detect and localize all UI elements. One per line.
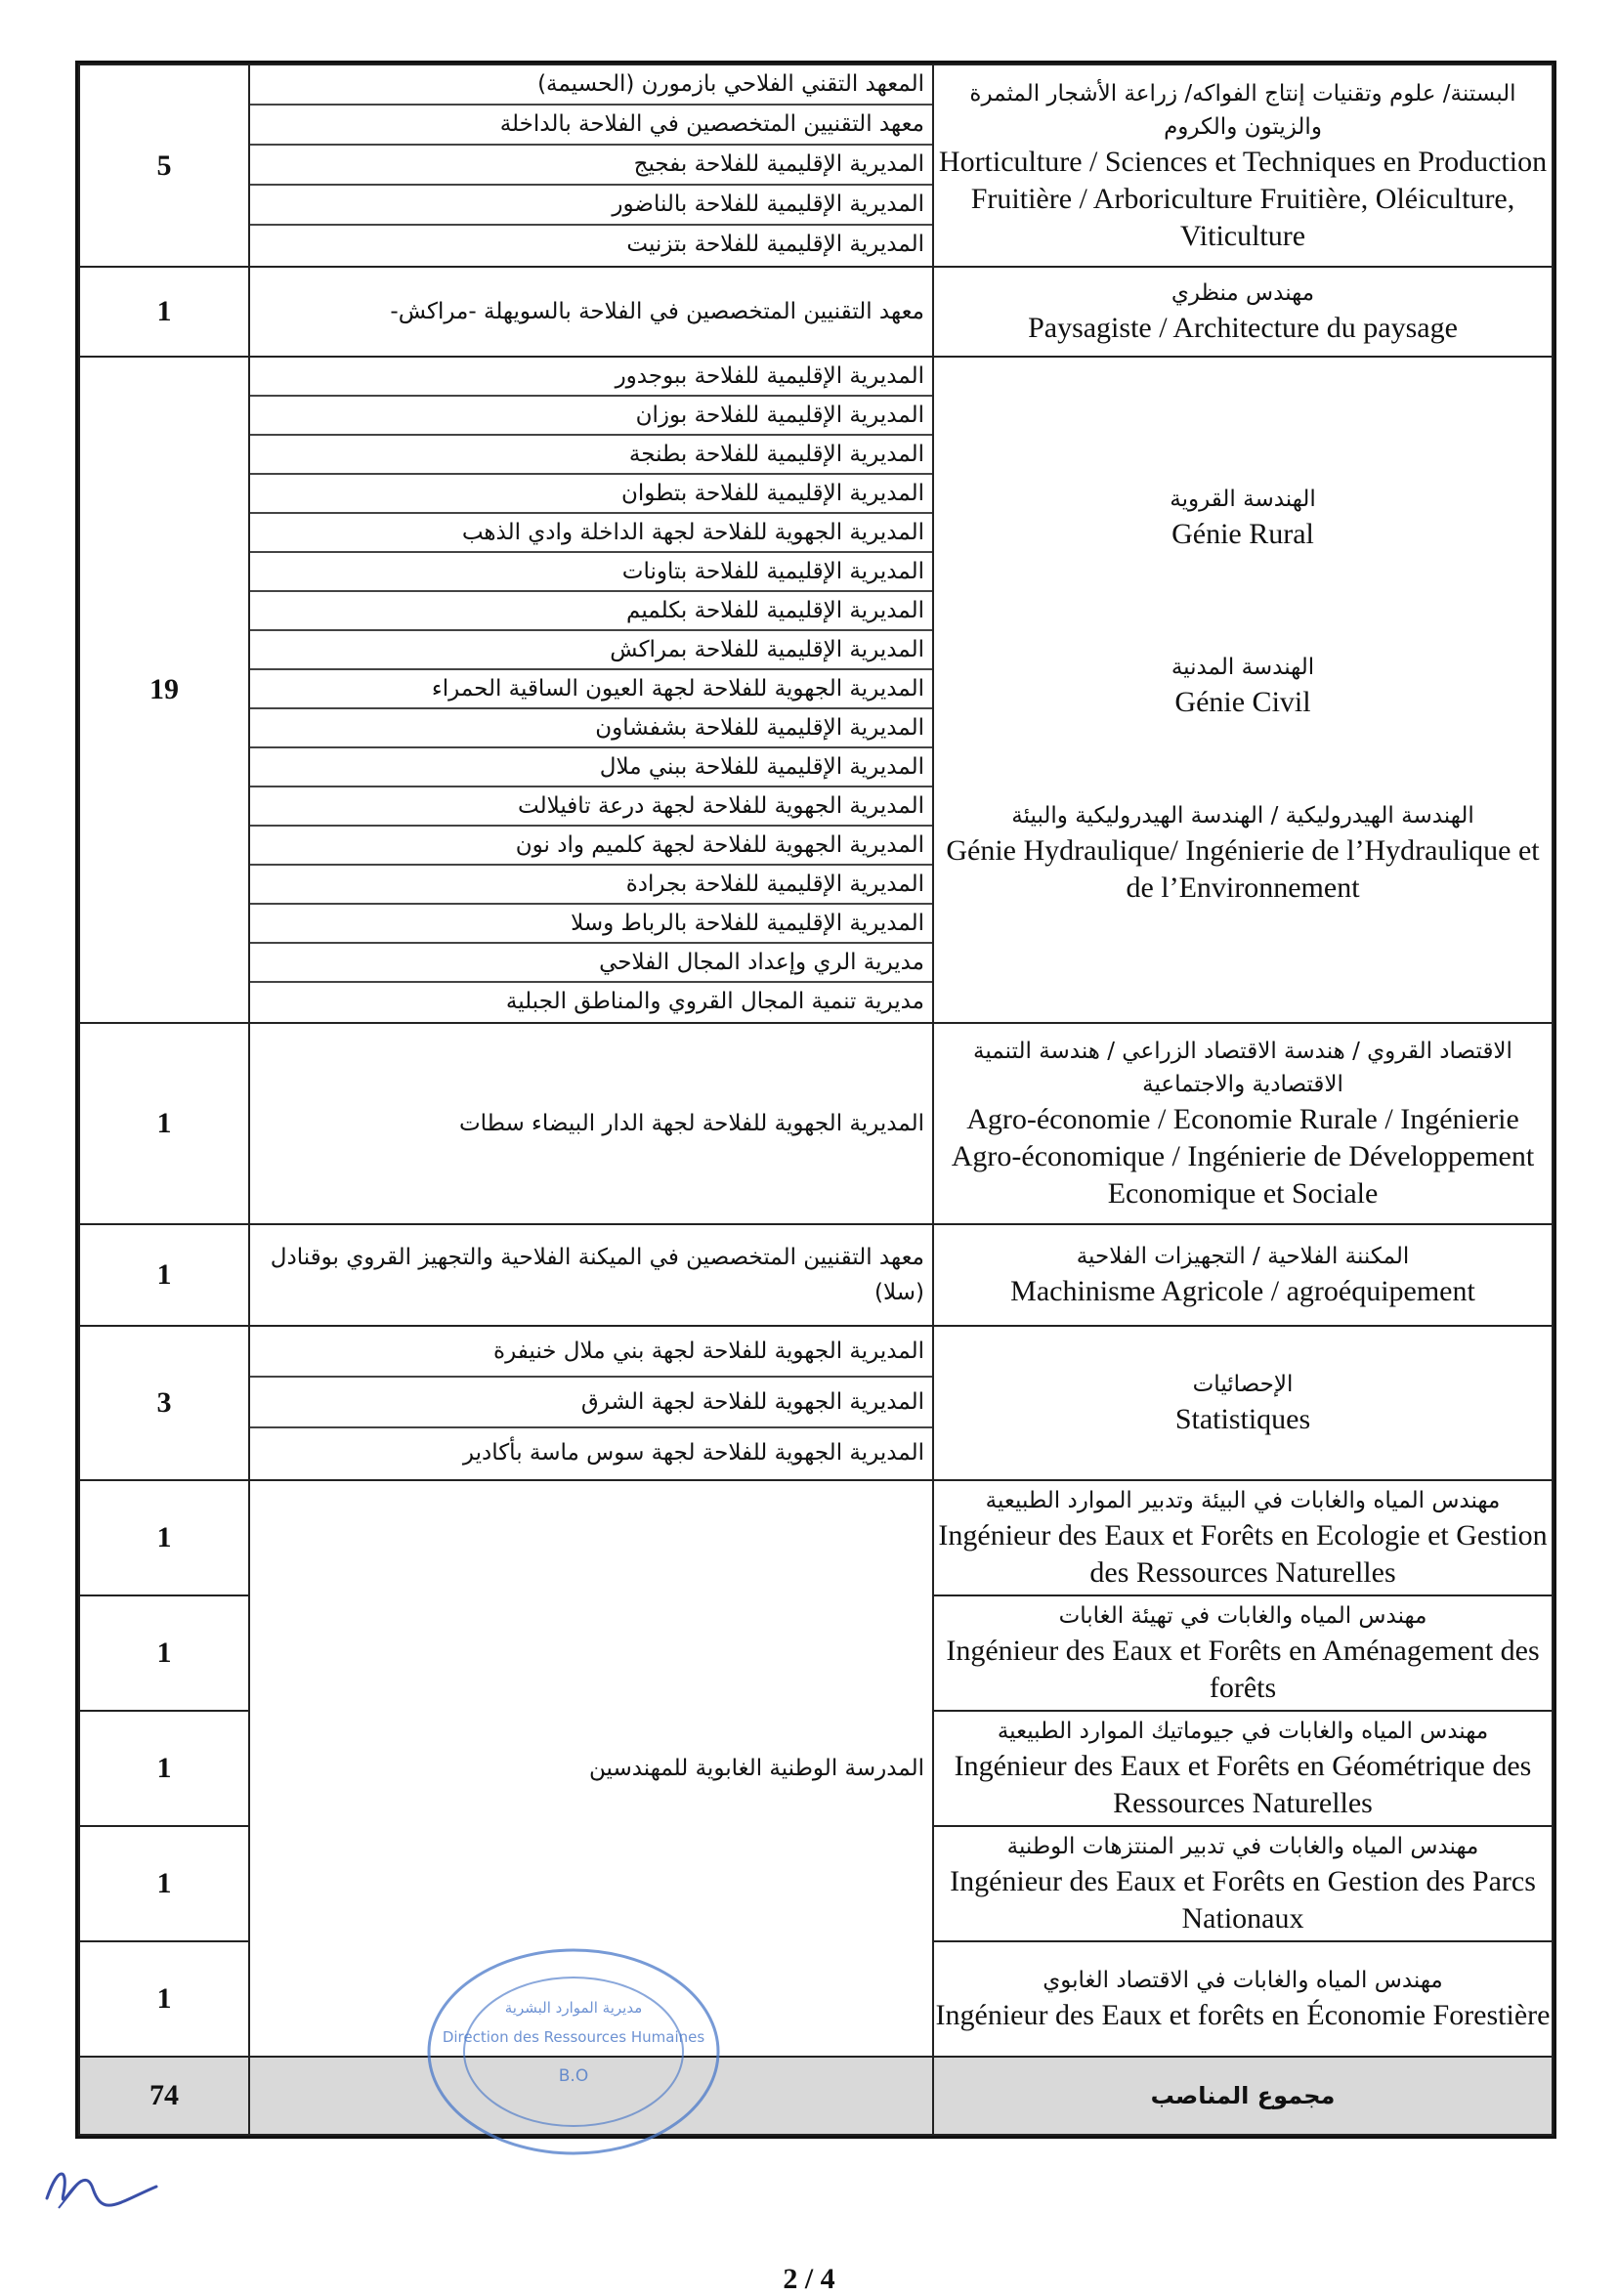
direction-line: المديرية الإقليمية للفلاحة بتطوان <box>250 475 932 514</box>
direction-line: المديرية الجهوية للفلاحة لجهة بني ملال خنيفرة <box>250 1327 932 1378</box>
direction-line: المديرية الإقليمية للفلاحة بفجيج <box>250 146 932 186</box>
specialty-ar: مهندس المياه والغابات في تدبير المنتزهات الوطنية <box>1006 1834 1479 1859</box>
specialty-fr: Génie Hydraulique/ Ingénierie de l’Hydraulique et de l’Environnement <box>946 834 1540 904</box>
specialty-cell <box>933 1023 1553 1224</box>
direction-line: المديرية الجهوية للفلاحة لجهة كلميم واد نون <box>250 827 932 866</box>
direction-line: المعهد التقني الفلاحي بازمورن (الحسيمة) <box>250 65 932 106</box>
specialty-fr: Ingénieur des Eaux et forêts en Économie Forestière <box>935 1999 1551 2031</box>
direction-line: المديرية الإقليمية للفلاحة بجرادة <box>250 866 932 905</box>
total-label: مجموع المناصب <box>933 2057 1553 2135</box>
direction-line: المديرية الجهوية للفلاحة لجهة سوس ماسة بأكادير <box>462 1440 924 1466</box>
specialty-fr: Agro-économie / Economie Rurale / Ingénierie Agro-économique / Ingénierie de Développement Economique et Sociale <box>951 1103 1535 1210</box>
specialty-cell <box>933 1326 1553 1480</box>
direction-line: المدرسة الوطنية الغابوية للمهندسين <box>589 1756 924 1781</box>
direction-line: المديرية الإقليمية للفلاحة ببوجدور <box>250 358 932 397</box>
specialty-cell <box>933 1480 1553 1595</box>
specialty-ar: مهندس المياه والغابات في الاقتصاد الغابوي <box>1043 1968 1443 1993</box>
direction-line: مديرية الري وإعداد المجال الفلاحي <box>250 944 932 983</box>
directions-cell <box>249 267 933 357</box>
positions-count: 1 <box>79 1941 249 2057</box>
specialty-cell <box>933 267 1553 357</box>
table-row <box>79 64 1553 267</box>
stamp-text-2: Direction des Ressources Humaines <box>442 2028 705 2046</box>
table-row <box>79 357 1553 1023</box>
table-row <box>79 1023 1553 1224</box>
specialty-ar: الاقتصاد القروي / هندسة الاقتصاد الزراعي / هندسة التنمية الاقتصادية والاجتماعية <box>973 1039 1512 1097</box>
specialty-cell <box>933 1941 1553 2057</box>
direction-line: مديرية تنمية المجال القروي والمناطق الجبلية <box>505 989 924 1014</box>
positions-table-sheet <box>75 61 1556 2139</box>
specialty-fr: Ingénieur des Eaux et Forêts en Ecologie et Gestion des Ressources Naturelles <box>938 1519 1548 1589</box>
direction-line: المديرية الإقليمية للفلاحة بتزنيت <box>626 232 924 257</box>
specialty-cell <box>933 1826 1553 1941</box>
directions-cell <box>249 64 933 267</box>
specialty-ar: الهندسة القروية <box>1170 487 1316 512</box>
direction-line: المديرية الجهوية للفلاحة لجهة الداخلة وادي الذهب <box>250 514 932 553</box>
specialty-ar: البستنة/ علوم وتقنيات إنتاج الفواكه/ زراعة الأشجار المثمرة والزيتون والكروم <box>969 80 1516 140</box>
specialty-cell <box>933 357 1553 1023</box>
stamp-text-3: B.O <box>558 2066 589 2086</box>
specialty-fr: Paysagiste / Architecture du paysage <box>1028 312 1458 344</box>
specialty-fr: Statistiques <box>1174 1403 1311 1435</box>
positions-count: 1 <box>79 1595 249 1711</box>
stamp-text-1: مديرية الموارد البشرية <box>504 1999 643 2017</box>
directions-cell <box>249 357 933 1023</box>
table-row <box>79 1224 1553 1326</box>
specialty-ar: مهندس المياه والغابات في جيوماتيك الموارد الطبيعية <box>997 1719 1489 1744</box>
total-count: 74 <box>79 2057 249 2135</box>
total-row <box>79 2057 1553 2135</box>
direction-line: المديرية الجهوية للفلاحة لجهة الدار البيضاء سطات <box>458 1111 924 1136</box>
table-row <box>79 1480 1553 1595</box>
direction-line: المديرية الإقليمية للفلاحة بتاونات <box>250 553 932 592</box>
direction-line: المديرية الإقليمية للفلاحة بوزان <box>250 397 932 436</box>
specialty-ar: مهندس المياه والغابات في البيئة وتدبير الموارد الطبيعية <box>985 1488 1501 1513</box>
directions-cell <box>249 1023 933 1224</box>
directions-cell <box>249 1224 933 1326</box>
direction-line: المديرية الجهوية للفلاحة لجهة العيون الساقية الحمراء <box>250 670 932 709</box>
signature-icon <box>39 2149 166 2218</box>
specialty-fr: Machinisme Agricole / agroéquipement <box>1010 1275 1475 1307</box>
direction-line: المديرية الجهوية للفلاحة لجهة الشرق <box>250 1378 932 1428</box>
specialty-cell <box>933 1595 1553 1711</box>
specialty-fr: Ingénieur des Eaux et Forêts en Aménagement des forêts <box>946 1635 1540 1704</box>
positions-count: 1 <box>79 1480 249 1595</box>
direction-line: المديرية الإقليمية للفلاحة بطنجة <box>250 436 932 475</box>
specialty-ar: الهندسة المدنية <box>1171 655 1315 680</box>
official-stamp-icon <box>422 1944 725 2159</box>
directions-cell <box>249 1326 933 1480</box>
specialty-fr: Ingénieur des Eaux et Forêts en Géométrique des Ressources Naturelles <box>954 1750 1532 1819</box>
positions-count: 1 <box>79 267 249 357</box>
direction-line: المديرية الإقليمية للفلاحة بالرباط وسلا <box>250 905 932 944</box>
positions-table <box>78 64 1554 2136</box>
specialty-cell <box>933 1224 1553 1326</box>
direction-line: المديرية الإقليمية للفلاحة بمراكش <box>250 631 932 670</box>
positions-count: 1 <box>79 1224 249 1326</box>
specialty-cell <box>933 1711 1553 1826</box>
positions-count: 1 <box>79 1023 249 1224</box>
positions-count: 1 <box>79 1711 249 1826</box>
specialty-cell <box>933 64 1553 267</box>
specialty-ar: مهندس المياه والغابات في تهيئة الغابات <box>1058 1603 1427 1629</box>
direction-line: معهد التقنيين المتخصصين في الفلاحة بالسويهلة -مراكش- <box>390 299 924 324</box>
page-number: 2 / 4 <box>783 2263 835 2295</box>
positions-count: 1 <box>79 1826 249 1941</box>
direction-line: معهد التقنيين المتخصصين في الميكنة الفلاحية والتجهيز القروي بوقنادل (سلا) <box>270 1245 924 1305</box>
positions-count: 19 <box>79 357 249 1023</box>
direction-line: المديرية الجهوية للفلاحة لجهة درعة تافيلالت <box>250 787 932 827</box>
specialty-fr: Ingénieur des Eaux et Forêts en Gestion des Parcs Nationaux <box>950 1865 1536 1935</box>
positions-count: 5 <box>79 64 249 267</box>
direction-line: معهد التقنيين المتخصصين في الفلاحة بالداخلة <box>250 106 932 146</box>
positions-count: 3 <box>79 1326 249 1480</box>
specialty-ar: الهندسة الهيدروليكية / الهندسة الهيدروليكية والبيئة <box>1011 803 1474 829</box>
specialty-ar: الإحصائيات <box>1192 1372 1294 1397</box>
table-row <box>79 1326 1553 1480</box>
specialty-ar: مهندس منظري <box>1171 280 1315 306</box>
specialty-ar: المكننة الفلاحية / التجهيزات الفلاحية <box>1076 1244 1410 1269</box>
direction-line: المديرية الإقليمية للفلاحة بكلميم <box>250 592 932 631</box>
direction-line: المديرية الإقليمية للفلاحة بشفشاون <box>250 709 932 748</box>
direction-line: المديرية الإقليمية للفلاحة ببني ملال <box>250 748 932 787</box>
direction-line: المديرية الإقليمية للفلاحة بالناضور <box>250 186 932 226</box>
specialty-fr: Horticulture / Sciences et Techniques en Production Fruitière / Arboriculture Fruitière, Oléiculture, Viticulture <box>938 145 1548 252</box>
specialty-fr: Génie Rural <box>1171 518 1314 550</box>
specialty-fr: Génie Civil <box>1174 686 1311 718</box>
table-row <box>79 267 1553 357</box>
